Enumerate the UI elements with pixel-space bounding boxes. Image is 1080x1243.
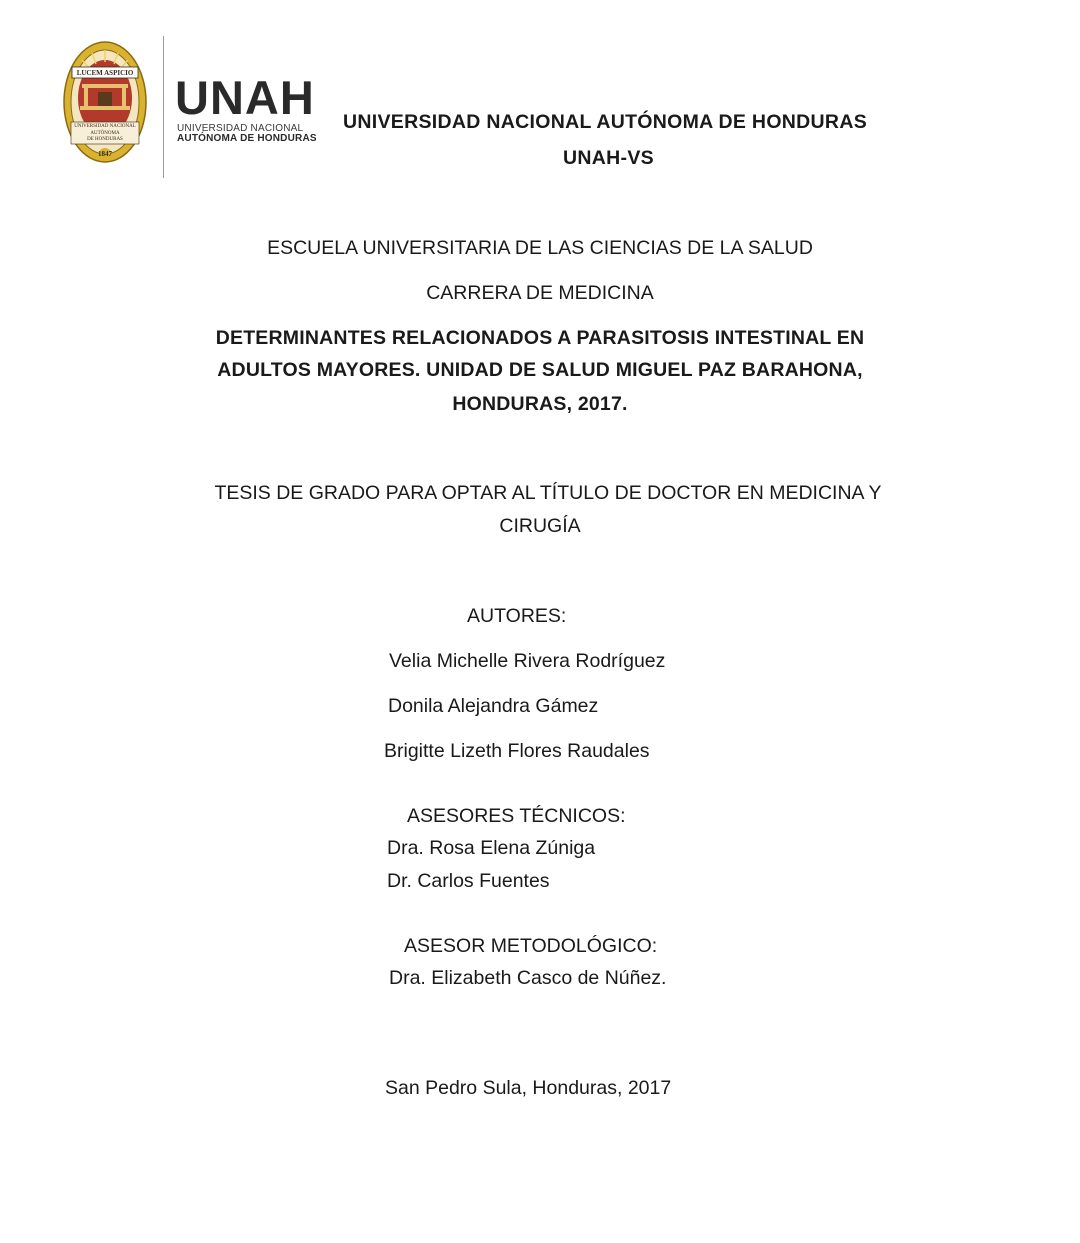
school-name: ESCUELA UNIVERSITARIA DE LAS CIENCIAS DE LA SALUD (267, 237, 813, 259)
university-name: UNIVERSIDAD NACIONAL AUTÓNOMA DE HONDURAS (343, 111, 868, 133)
thesis-purpose-line-1: TESIS DE GRADO PARA OPTAR AL TÍTULO DE DOCTOR EN MEDICINA Y (214, 482, 882, 504)
thesis-title-line-1: DETERMINANTES RELACIONADOS A PARASITOSIS INTESTINAL EN (215, 327, 865, 349)
logo-divider (163, 36, 164, 178)
unah-logo-word: UNAH (175, 71, 315, 124)
seal-emblem-icon (62, 40, 148, 164)
technical-advisors-heading: ASESORES TÉCNICOS: (407, 805, 626, 827)
author-name: Donila Alejandra Gámez (388, 695, 599, 717)
seal-ring-text-2: AUTÓNOMA (90, 131, 120, 136)
unah-logo-subtitle-2: AUTÓNOMA DE HONDURAS (177, 133, 317, 144)
author-name: Velia Michelle Rivera Rodríguez (389, 650, 666, 672)
thesis-title-line-3: HONDURAS, 2017. (452, 393, 628, 415)
seal-banner-text: LUCEM ASPICIO (76, 69, 134, 77)
thesis-title-line-2: ADULTOS MAYORES. UNIDAD DE SALUD MIGUEL PAZ BARAHONA, (217, 359, 863, 381)
unah-logo-subtitle-1: UNIVERSIDAD NACIONAL (177, 123, 304, 134)
methodological-advisor-name: Dra. Elizabeth Casco de Núñez. (389, 967, 667, 989)
author-name: Brigitte Lizeth Flores Raudales (384, 740, 650, 762)
technical-advisor-name: Dr. Carlos Fuentes (387, 870, 550, 892)
place-and-date: San Pedro Sula, Honduras, 2017 (385, 1077, 672, 1099)
methodological-advisor-heading: ASESOR METODOLÓGICO: (404, 935, 658, 957)
thesis-purpose-line-2: CIRUGÍA (499, 515, 581, 537)
seal-ring-text-1: UNIVERSIDAD NACIONAL (74, 124, 136, 129)
technical-advisor-name: Dra. Rosa Elena Zúniga (387, 837, 596, 859)
campus-name: UNAH-VS (563, 147, 654, 169)
seal-ring-text-3: DE HONDURAS (87, 137, 123, 142)
seal-year: 1847 (98, 150, 112, 158)
career-name: CARRERA DE MEDICINA (426, 282, 654, 304)
authors-heading: AUTORES: (467, 605, 567, 627)
university-seal (62, 40, 148, 164)
